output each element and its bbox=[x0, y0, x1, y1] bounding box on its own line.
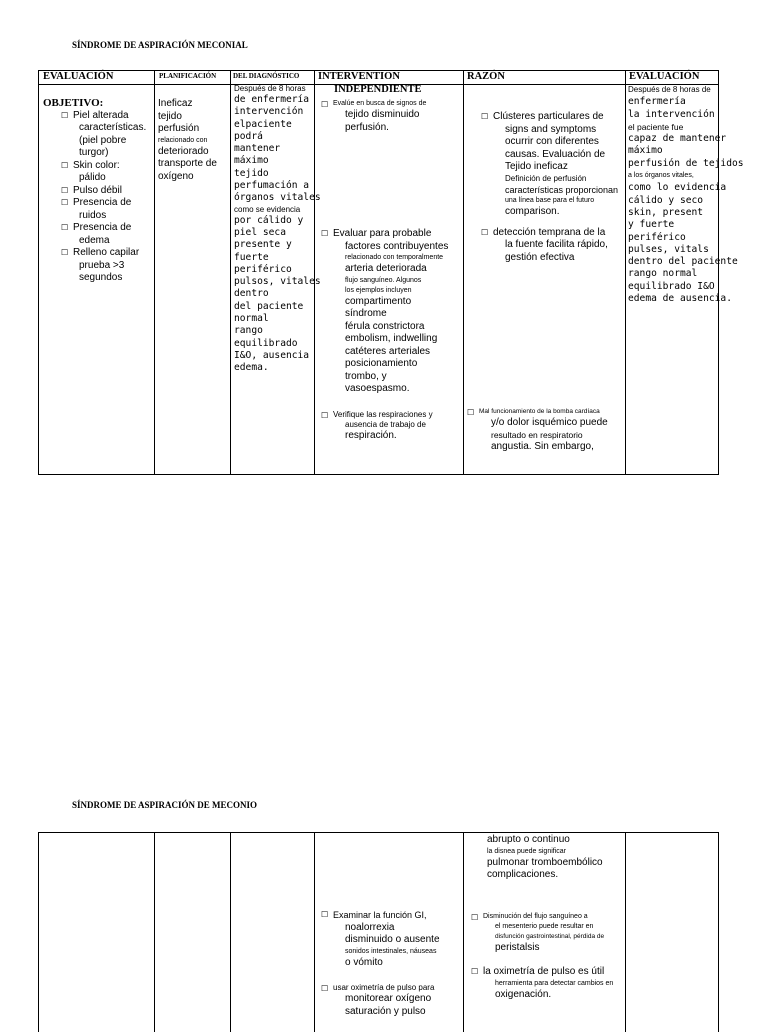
finding-item: ☐ Presencia de edema bbox=[61, 222, 132, 246]
header-independiente: INDEPENDIENTE bbox=[334, 84, 422, 95]
page-title: SÍNDROME DE ASPIRACIÓN MECONIAL bbox=[72, 40, 248, 50]
diagnosis-column: Ineficaz tejido perfusión relacionado con deteriorado transporte de oxígeno bbox=[158, 98, 217, 182]
finding-item: ☐ Piel alterada características. (piel pobre turgor) bbox=[61, 109, 147, 158]
assessment-column bbox=[43, 97, 153, 285]
intervention-item: ☐ Evalúe en busca de signos de tejido disminuido perfusión. bbox=[321, 100, 427, 133]
rationale-column-2: abrupto o continuo la disnea puede significar pulmonar tromboembólico complicaciones. ☐ Disminución del flujo sanguíneo a el mesenterio puede resultar en disfunción gastrointestinal, pérdida de peristalsis ☐ la oximetría de pulso es útil herramienta para detectar cambios en oxigenación. bbox=[485, 834, 631, 1001]
checkbox-icon: ☐ bbox=[61, 110, 69, 120]
finding-item: ☐ Skin color: pálido bbox=[61, 159, 120, 183]
checkbox-icon: ☐ bbox=[321, 229, 329, 238]
checkbox-icon: ☐ bbox=[321, 100, 329, 109]
header-diagnostico: DEL DIAGNÓSTICO bbox=[233, 72, 300, 80]
planning-column: Después de 8 horas de enfermería intervención elpaciente podrá mantener máximo tejido perfumación a órganos vitales como se evidencia por cálido y piel seca presente y fuerte periférico pulsos, vitales dentro del paciente normal rango equilibrado I&O, ausencia edema. bbox=[234, 84, 321, 374]
checkbox-icon: ☐ bbox=[61, 198, 69, 207]
interventions-column bbox=[321, 99, 463, 442]
checkbox-icon: ☐ bbox=[471, 967, 479, 976]
header-razon: RAZÓN bbox=[467, 71, 505, 82]
checkbox-icon: ☐ bbox=[481, 227, 489, 237]
care-plan-table-2 bbox=[38, 832, 719, 1032]
intervention-item: ☐ Examinar la función GI, noalorrexia disminuido o ausente sonidos intestinales, náuseas o vómito bbox=[321, 910, 440, 968]
care-plan-table bbox=[38, 70, 744, 475]
checkbox-icon: ☐ bbox=[321, 984, 329, 993]
checkbox-icon: ☐ bbox=[61, 160, 69, 170]
intervention-item: ☐ Evaluar para probable factores contribuyentes relacionado con temporalmente arteria deteriorada flujo sanguíneo. Algunos los ejemplos incluyen compartimento síndrome férula constrictora embolism, indwelling catéteres arteriales posicionamiento trombo, y vasoespasmo. bbox=[321, 228, 449, 394]
interventions-column-2 bbox=[321, 909, 463, 1018]
rationale-item: ☐ Mal funcionamiento de la bomba cardíaca y/o dolor isquémico puede resultado en respiratorio angustia. Sin embargo, bbox=[467, 408, 608, 452]
checkbox-icon: ☐ bbox=[61, 248, 69, 257]
checkbox-icon: ☐ bbox=[471, 912, 479, 922]
objetivo-label: OBJETIVO: bbox=[43, 97, 104, 109]
checkbox-icon: ☐ bbox=[321, 910, 329, 919]
header-evaluacion-final: EVALUACIÓN bbox=[629, 71, 700, 82]
checkbox-icon: ☐ bbox=[321, 410, 329, 420]
finding-item: ☐ Pulso débil bbox=[61, 184, 122, 196]
checkbox-icon: ☐ bbox=[467, 408, 475, 417]
checkbox-icon: ☐ bbox=[61, 185, 69, 195]
intervention-item: ☐ usar oximetría de pulso para monitorear oxígeno saturación y pulso bbox=[321, 983, 435, 1017]
checkbox-icon: ☐ bbox=[481, 112, 489, 121]
rationale-column bbox=[467, 111, 627, 453]
evaluation-column: Después de 8 horas de enfermería la intervención el paciente fue capaz de mantener máximo perfusión de tejidos a los órganos vitales, como lo evidencia cálido y seco skin, present y fuerte periférico pulses, vitals dentro del paciente rango normal equilibrado I&O edema de ausencia. bbox=[628, 85, 744, 305]
rationale-item: ☐ detección temprana de la la fuente facilita rápido, gestión efectiva bbox=[481, 226, 608, 263]
finding-item: ☐ Relleno capilar prueba >3 segundos bbox=[61, 247, 140, 283]
rationale-item: ☐ Disminución del flujo sanguíneo a el mesenterio puede resultar en disfunción gastrointestinal, pérdida de peristalsis bbox=[471, 912, 605, 953]
intervention-item: ☐ Verifique las respiraciones y ausencia de trabajo de respiración. bbox=[321, 409, 433, 441]
page-title-2: SÍNDROME DE ASPIRACIÓN DE MECONIO bbox=[72, 800, 258, 810]
finding-item: ☐ Presencia de ruidos bbox=[61, 197, 132, 221]
rationale-item: ☐ Clústeres particulares de signs and symptoms ocurrir con diferentes causas. Evaluación de Tejido ineficaz Definición de perfusión características proporcionan una línea base para el futuro comparison. bbox=[481, 111, 619, 217]
header-intervention: INTERVENTION bbox=[318, 71, 400, 82]
rationale-item: ☐ la oximetría de pulso es útil herramienta para detectar cambios en oxigenación. bbox=[471, 966, 614, 1000]
header-planificacion: PLANIFICACIÓN bbox=[159, 72, 217, 80]
checkbox-icon: ☐ bbox=[61, 223, 69, 232]
header-evaluacion: EVALUACIÓN bbox=[43, 71, 114, 82]
